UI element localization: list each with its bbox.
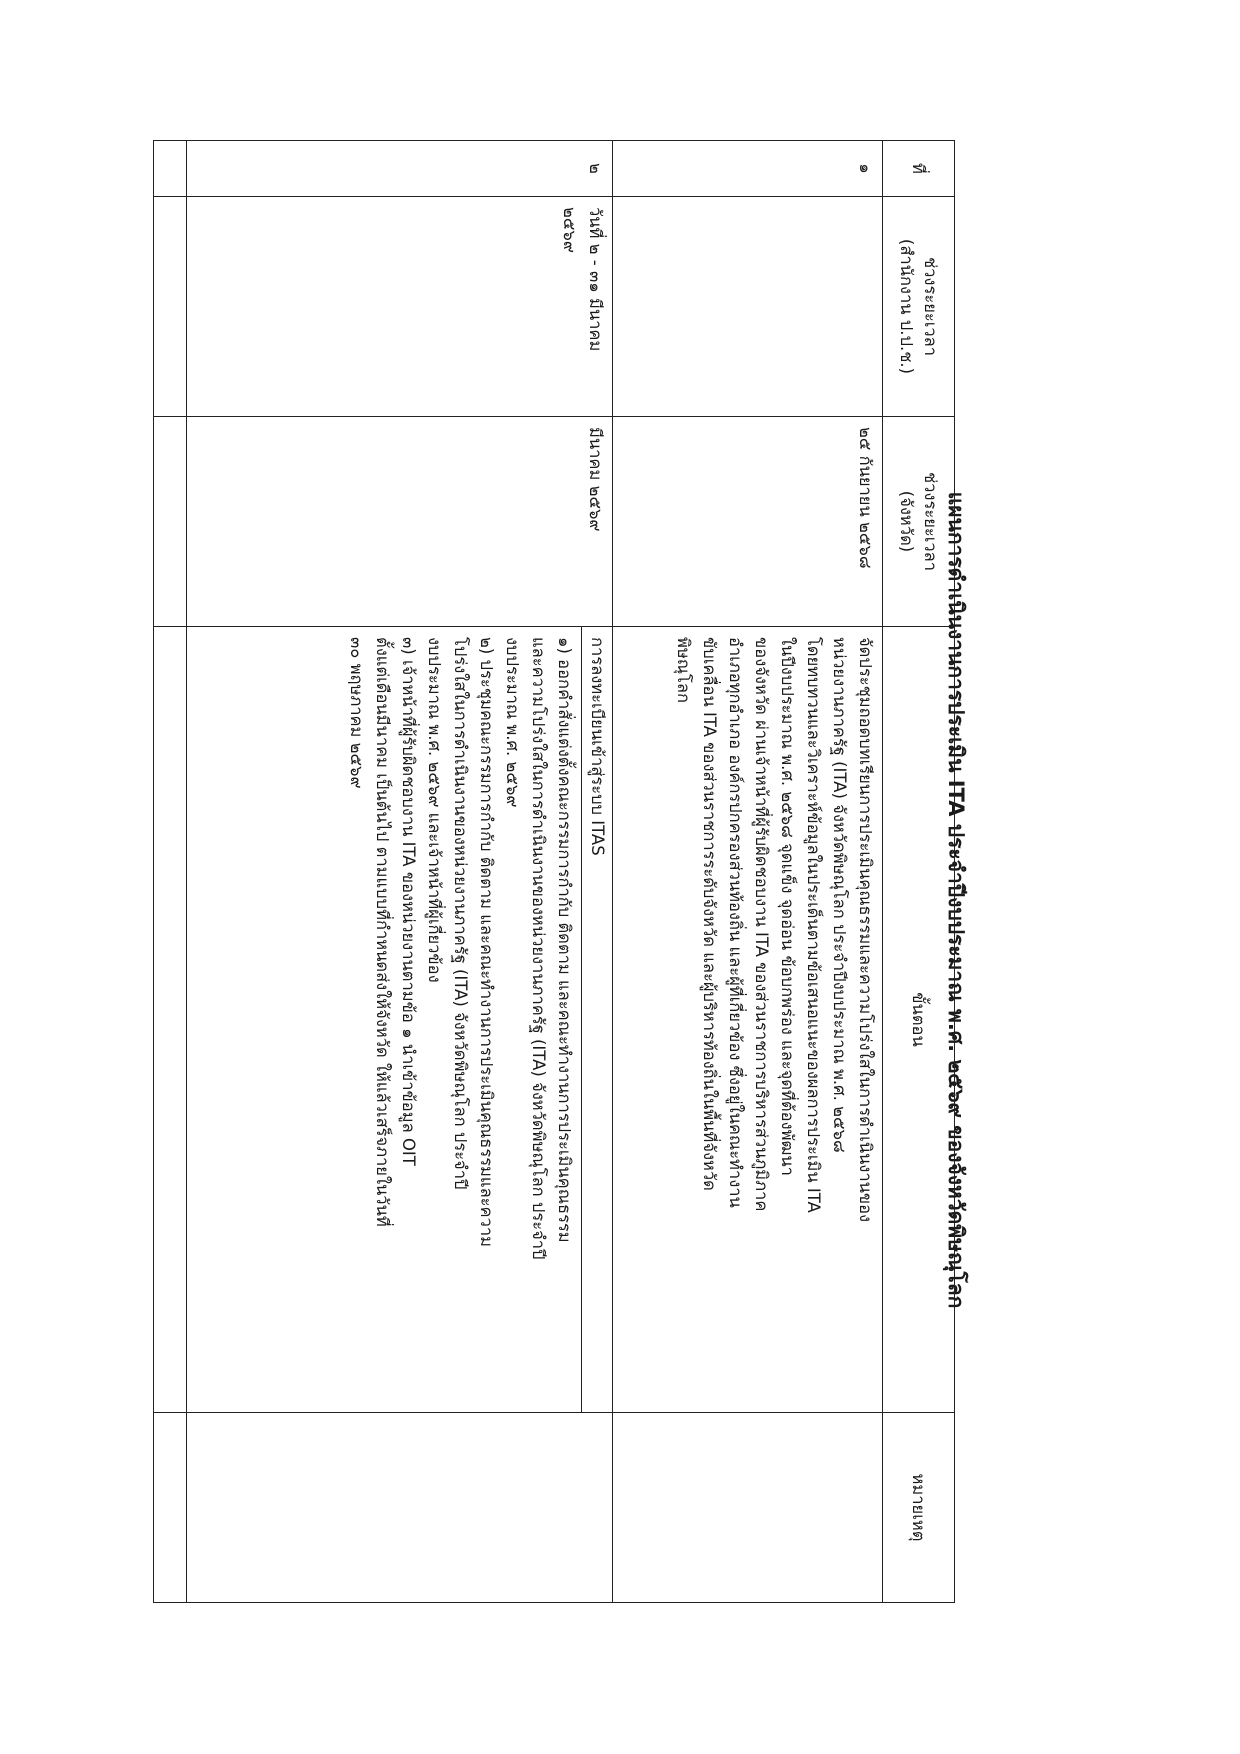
- step-text-line: ๒) ประชุมคณะกรรมการกำกับ ติดตาม และคณะทำงานการประเมินคุณธรรมและความ: [477, 637, 496, 1247]
- step-text-line: ๓๐ พฤษภาคม ๒๕๖๙: [347, 637, 366, 789]
- header-no: ที่: [883, 141, 955, 197]
- remarks-cell: [154, 1413, 187, 1603]
- step-text-line: จัดประชุมถอดบทเรียนการประเมินคุณธรรมและความโปร่งใสในการดำเนินงานของ: [856, 637, 875, 1223]
- step-text-line: ขับเคลื่อน ITA ของส่วนราชการระดับจังหวัด และผู้บริหารท้องถิ่นในพื้นที่จังหวัด: [700, 637, 719, 1191]
- header-steps: ขั้นตอน: [883, 627, 955, 1413]
- header-period-office-line2: (สำนักงาน ป.ป.ช.): [897, 238, 917, 375]
- step-text-line: อำเภอทุกอำเภอ องค์กรปกครองส่วนท้องถิ่น และผู้ที่เกี่ยวข้อง ซึ่งอยู่ในคณะทำงาน: [726, 637, 745, 1208]
- steps-cell: [187, 627, 613, 1413]
- step-text-line: งบประมาณ พ.ศ. ๒๕๖๙ และเจ้าหน้าที่ผู้เกี่ยวข้อง: [425, 637, 444, 983]
- step-text-line: โดยทบทวนและวิเคราะห์ข้อมูลในประเด็นตามข้อเสนอแนะของผลการประเมิน ITA: [804, 637, 823, 1213]
- step-text-line: ในปีงบประมาณ พ.ศ. ๒๕๖๘ จุดแข็ง จุดอ่อน ข้อบกพร่อง และจุดที่ต้องพัฒนา: [778, 637, 797, 1176]
- remarks-cell: [613, 1413, 883, 1603]
- step-text-line: งบประมาณ พ.ศ. ๒๕๖๙: [503, 637, 522, 808]
- step-text-line: และความโปร่งใสในการดำเนินงานของหน่วยงานภาครัฐ (ITA) จังหวัดพิษณุโลก ประจำปี: [529, 637, 548, 1260]
- period-office-cell: [187, 197, 613, 417]
- step-text-line: ๓) เจ้าหน้าที่ผู้รับผิดชอบงาน ITA ของหน่วยงานตามข้อ ๑ นำเข้าข้อมูล OIT: [399, 637, 418, 1166]
- header-period-province: [883, 417, 955, 627]
- period-office-line2: ๒๕๖๙: [560, 207, 579, 253]
- period-province-cell: ๒๕ กันยายน ๒๕๖๘: [613, 417, 883, 627]
- row-number: [154, 141, 187, 197]
- period-office-cell: [613, 197, 883, 417]
- table-row: [613, 141, 883, 1603]
- table-row: [187, 141, 613, 1603]
- period-province-cell: มีนาคม ๒๕๖๙: [187, 417, 613, 627]
- plan-table: [153, 140, 955, 1603]
- step-text-line: พิษณุโลก: [674, 637, 693, 704]
- period-province-cell: [154, 417, 187, 627]
- table-header-row: [883, 141, 955, 1603]
- header-period-office: [883, 197, 955, 417]
- step-text-line: ๑) ออกคำสั่งแต่งตั้งคณะกรรมการกำกับ ติดตาม และคณะทำงานการประเมินคุณธรรม: [555, 637, 574, 1243]
- row-number: ๑: [613, 141, 883, 197]
- steps-cell: [154, 627, 187, 1413]
- step-text-line: หน่วยงานภาครัฐ (ITA) จังหวัดพิษณุโลก ประจำปีงบประมาณ พ.ศ. ๒๕๖๘: [830, 637, 849, 1153]
- steps-subheader: การลงทะเบียนเข้าสู่ระบบ ITAS: [581, 627, 612, 1412]
- step-text-line: โปร่งใสในการดำเนินงานของหน่วยงานภาครัฐ (ITA) จังหวัดพิษณุโลก ประจำปี: [451, 637, 470, 1190]
- period-office-cell: [154, 197, 187, 417]
- header-period-province-line1: ช่วงระยะเวลา: [921, 471, 941, 572]
- remarks-cell: [187, 1413, 613, 1603]
- header-remarks: หมายเหตุ: [883, 1413, 955, 1603]
- header-period-office-line1: ช่วงระยะเวลา: [921, 256, 941, 357]
- document-title: แผนการดำเนินงานการประเมิน ITA ประจำปีงบประมาณ พ.ศ. ๒๕๖๙ ของจังหวัดพิษณุโลก: [944, 491, 968, 1309]
- step-text-line: ตั้งแต่เดือนมีนาคม เป็นต้นไป ตามแบบที่กำหนดส่งให้จังหวัด ให้แล้วเสร็จภายในวันที่: [373, 637, 392, 1227]
- header-period-province-line2: (จังหวัด): [897, 490, 917, 553]
- steps-cell: [613, 627, 883, 1413]
- table-row: [154, 141, 187, 1603]
- step-text-line: ของจังหวัด ผ่านเจ้าหน้าที่ผู้รับผิดชอบงาน ITA ของส่วนราชการบริหารส่วนภูมิภาค: [752, 637, 771, 1212]
- period-office-line1: วันที่ ๒ - ๓๑ มีนาคม: [586, 207, 605, 352]
- row-number: ๒: [187, 141, 613, 197]
